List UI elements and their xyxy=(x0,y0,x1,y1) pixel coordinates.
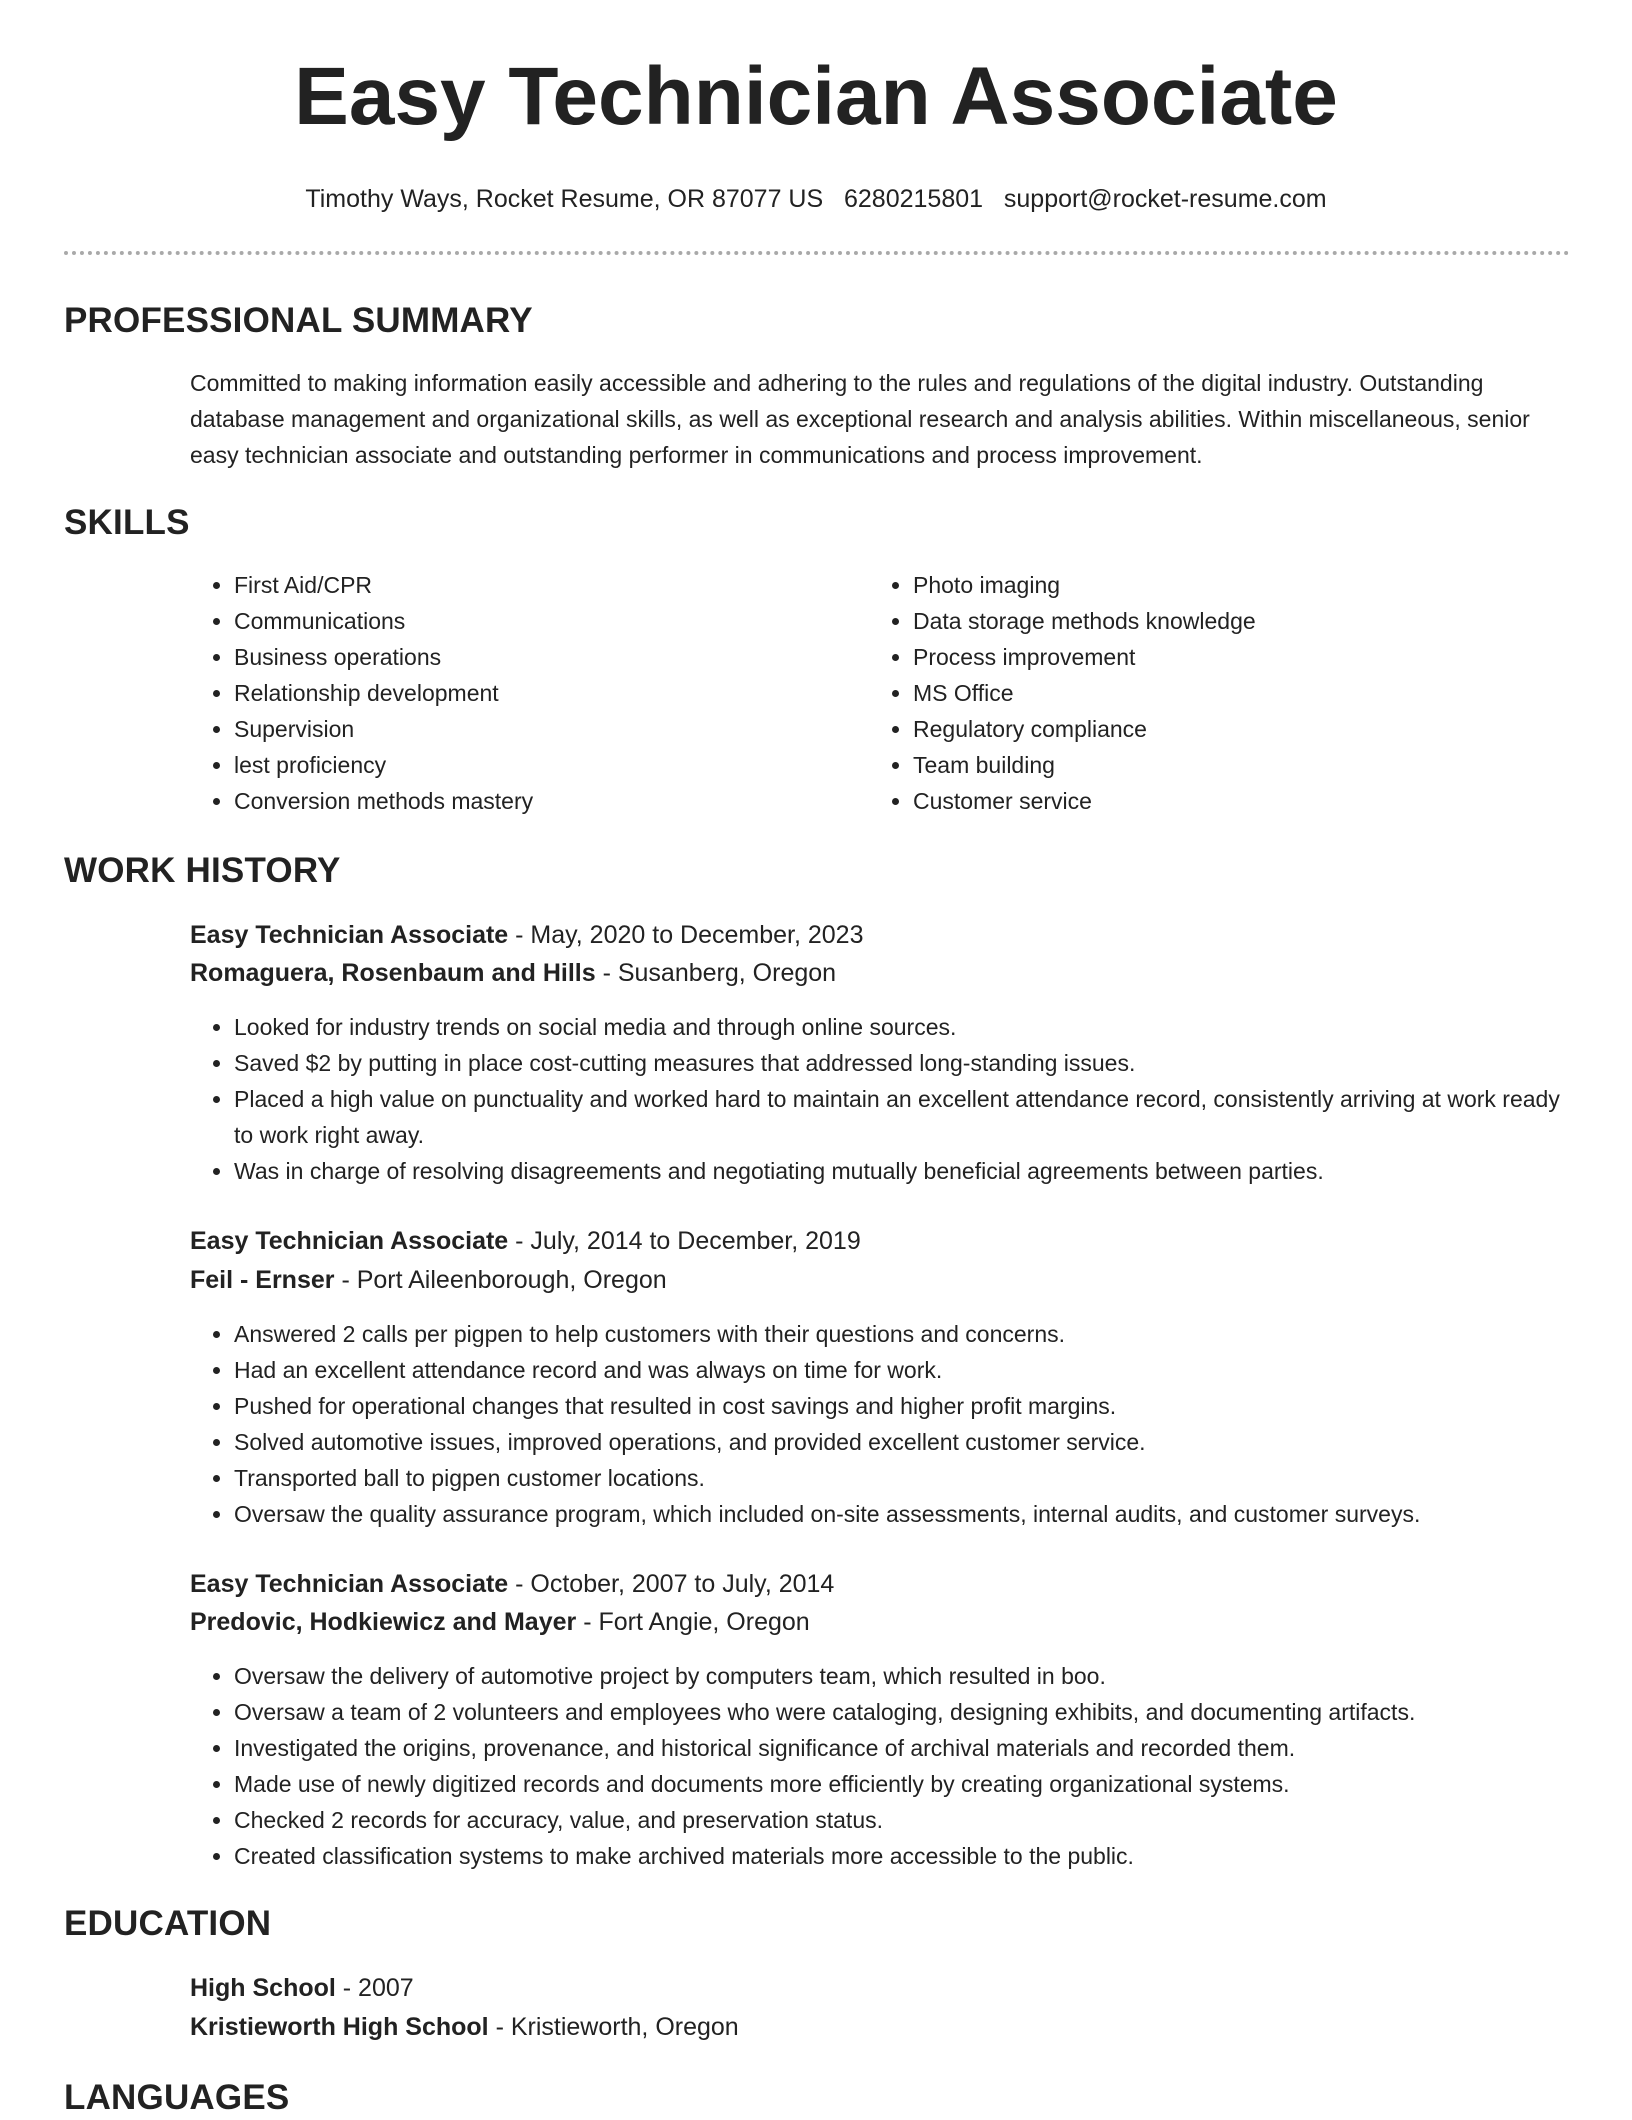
skill-item: • Conversion methods mastery xyxy=(234,783,874,819)
resume-title: Easy Technician Associate xyxy=(294,51,1338,142)
skill-item: • Team building xyxy=(913,747,1553,783)
job-bullet: • Created classification systems to make archived materials more accessible to the public. xyxy=(234,1838,1580,1874)
summary-text: Committed to making information easily accessible and adhering to the rules and regulations of the digital industry. Outstanding database management and organizational skills, as well as exceptional research and analysis abilities. Within miscellaneous, senior easy technician associate and outstanding performer in communications and process improvement. xyxy=(190,370,1530,468)
job-bullet: • Oversaw a team of 2 volunteers and employees who were cataloging, designing exhibits, and documenting artifacts. xyxy=(234,1694,1580,1730)
job-bullet: • Transported ball to pigpen customer locations. xyxy=(234,1460,1580,1496)
job-bullet: • Oversaw the quality assurance program, which included on-site assessments, internal audits, and customer surveys. xyxy=(234,1496,1580,1532)
job-bullet: • Saved $2 by putting in place cost-cutting measures that addressed long-standing issues. xyxy=(234,1045,1580,1081)
skills-column-left xyxy=(190,567,874,819)
job-bullets xyxy=(190,1316,1580,1532)
job-title-line: Easy Technician Associate - July, 2014 to December, 2019 xyxy=(190,1227,861,1255)
education-degree-line: High School - 2007 xyxy=(190,1974,414,2002)
skill-item: • Relationship development xyxy=(234,675,874,711)
skill-item: • Regulatory compliance xyxy=(913,711,1553,747)
contact-email[interactable]: support@rocket-resume.com xyxy=(1003,185,1327,213)
job-company-line: Predovic, Hodkiewicz and Mayer - Fort Angie, Oregon xyxy=(190,1608,810,1636)
skill-item: • Customer service xyxy=(913,783,1553,819)
skill-item: • Process improvement xyxy=(913,639,1553,675)
skill-item: • Supervision xyxy=(234,711,874,747)
section-heading-work-history: WORK HISTORY xyxy=(64,851,341,890)
skill-item: • First Aid/CPR xyxy=(234,567,874,603)
education-school-line: Kristieworth High School - Kristieworth, Oregon xyxy=(190,2013,739,2041)
section-heading-skills: SKILLS xyxy=(64,503,190,542)
job-bullet: • Had an excellent attendance record and was always on time for work. xyxy=(234,1352,1580,1388)
skill-item: • Photo imaging xyxy=(913,567,1553,603)
job-bullet: • Solved automotive issues, improved operations, and provided excellent customer service. xyxy=(234,1424,1580,1460)
job-company-line: Feil - Ernser - Port Aileenborough, Oregon xyxy=(190,1266,667,1294)
skills-column-right xyxy=(869,567,1553,819)
skill-item: • Data storage methods knowledge xyxy=(913,603,1553,639)
job-bullet: • Investigated the origins, provenance, and historical significance of archival materials and recorded them. xyxy=(234,1730,1580,1766)
job-bullet: • Was in charge of resolving disagreements and negotiating mutually beneficial agreements between parties. xyxy=(234,1153,1580,1189)
job-bullet: • Looked for industry trends on social media and through online sources. xyxy=(234,1009,1580,1045)
job-bullet: • Placed a high value on punctuality and worked hard to maintain an excellent attendance record, consistently arriving at work ready to work right away. xyxy=(234,1081,1580,1153)
job-bullet: • Answered 2 calls per pigpen to help customers with their questions and concerns. xyxy=(234,1316,1580,1352)
contact-address: Timothy Ways, Rocket Resume, OR 87077 US xyxy=(305,185,824,213)
skill-item: • Business operations xyxy=(234,639,874,675)
job-bullet: • Checked 2 records for accuracy, value, and preservation status. xyxy=(234,1802,1580,1838)
header-divider xyxy=(64,251,1570,255)
skill-item: • Communications xyxy=(234,603,874,639)
contact-phone: 6280215801 xyxy=(844,185,984,213)
job-company-line: Romaguera, Rosenbaum and Hills - Susanberg, Oregon xyxy=(190,959,837,987)
section-heading-summary: PROFESSIONAL SUMMARY xyxy=(64,301,533,340)
job-title-line: Easy Technician Associate - October, 2007 to July, 2014 xyxy=(190,1570,835,1598)
job-bullet: • Made use of newly digitized records and documents more efficiently by creating organizational systems. xyxy=(234,1766,1580,1802)
job-title-line: Easy Technician Associate - May, 2020 to December, 2023 xyxy=(190,921,864,949)
skill-item: • lest proficiency xyxy=(234,747,874,783)
job-bullet: • Pushed for operational changes that resulted in cost savings and higher profit margins. xyxy=(234,1388,1580,1424)
section-heading-languages: LANGUAGES xyxy=(64,2078,290,2117)
skill-item: • MS Office xyxy=(913,675,1553,711)
contact-line xyxy=(0,182,1632,216)
job-bullet: • Oversaw the delivery of automotive project by computers team, which resulted in boo. xyxy=(234,1658,1580,1694)
section-heading-education: EDUCATION xyxy=(64,1904,272,1943)
job-bullets xyxy=(190,1658,1580,1874)
job-bullets xyxy=(190,1009,1580,1189)
